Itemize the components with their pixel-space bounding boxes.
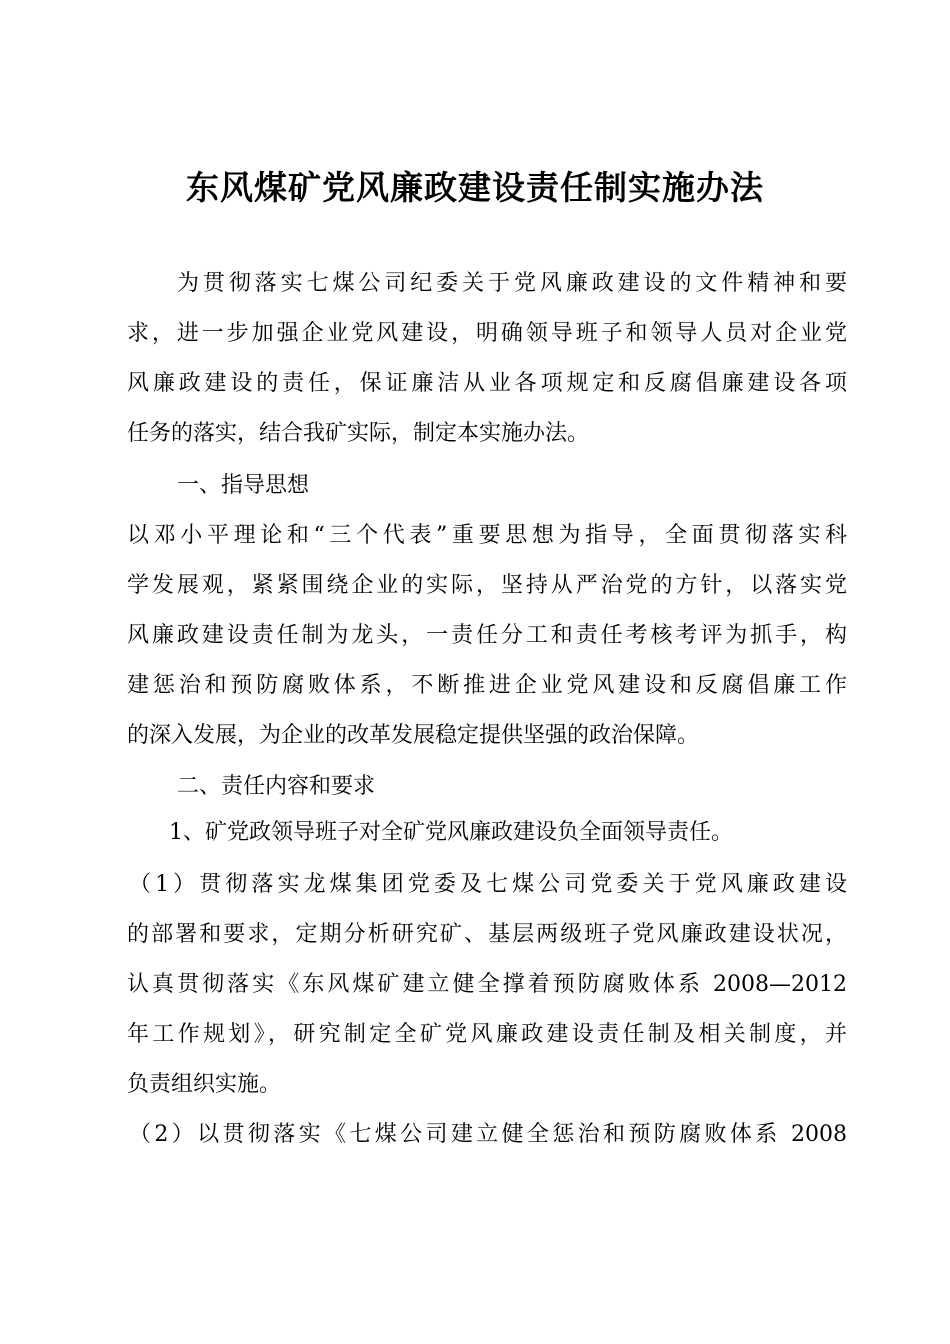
paragraph-line: 负责组织实施。 [127,1072,282,1097]
paragraph-line: 风廉政建设的责任，保证廉洁从业各项规定和反腐倡廉建设各项 [127,371,847,396]
paragraph-line: 以邓小平理论和“三个代表”重要思想为指导，全面贯彻落实科 [127,523,847,548]
section-heading: 二、责任内容和要求 [177,774,376,799]
paragraph-line: 的深入发展，为企业的改革发展稳定提供坚强的政治保障。 [127,723,700,748]
paragraph-line: 任务的落实，结合我矿实际，制定本实施办法。 [127,421,590,446]
paragraph-line: 求，进一步加强企业党风建设，明确领导班子和领导人员对企业党 [127,321,847,346]
document-title: 东风煤矿党风廉政建设责任制实施办法 [186,168,764,207]
paragraph-line: 认真贯彻落实《东风煤矿建立健全撑着预防腐败体系 2008—2012 [127,972,847,997]
paragraph-line: 1、矿党政领导班子对全矿党风廉政建设负全面领导责任。 [169,820,733,845]
section-heading: 一、指导思想 [177,473,310,498]
paragraph-line: （2）以贯彻落实《七煤公司建立健全惩治和预防腐败体系 2008 [129,1122,847,1147]
paragraph-line: 年工作规划》，研究制定全矿党风廉政建设责任制及相关制度，并 [127,1022,847,1047]
paragraph-line: 建惩治和预防腐败体系，不断推进企业党风建设和反腐倡廉工作 [127,673,847,698]
paragraph-line: 学发展观，紧紧围绕企业的实际，坚持从严治党的方针，以落实党 [127,573,847,598]
paragraph-line: 的部署和要求，定期分析研究矿、基层两级班子党风廉政建设状况， [127,922,847,947]
paragraph-line: 为贯彻落实七煤公司纪委关于党风廉政建设的文件精神和要 [177,271,847,296]
paragraph-line: 风廉政建设责任制为龙头，一责任分工和责任考核考评为抓手，构 [127,623,847,648]
paragraph-line: （1）贯彻落实龙煤集团党委及七煤公司党委关于党风廉政建设 [129,872,847,897]
